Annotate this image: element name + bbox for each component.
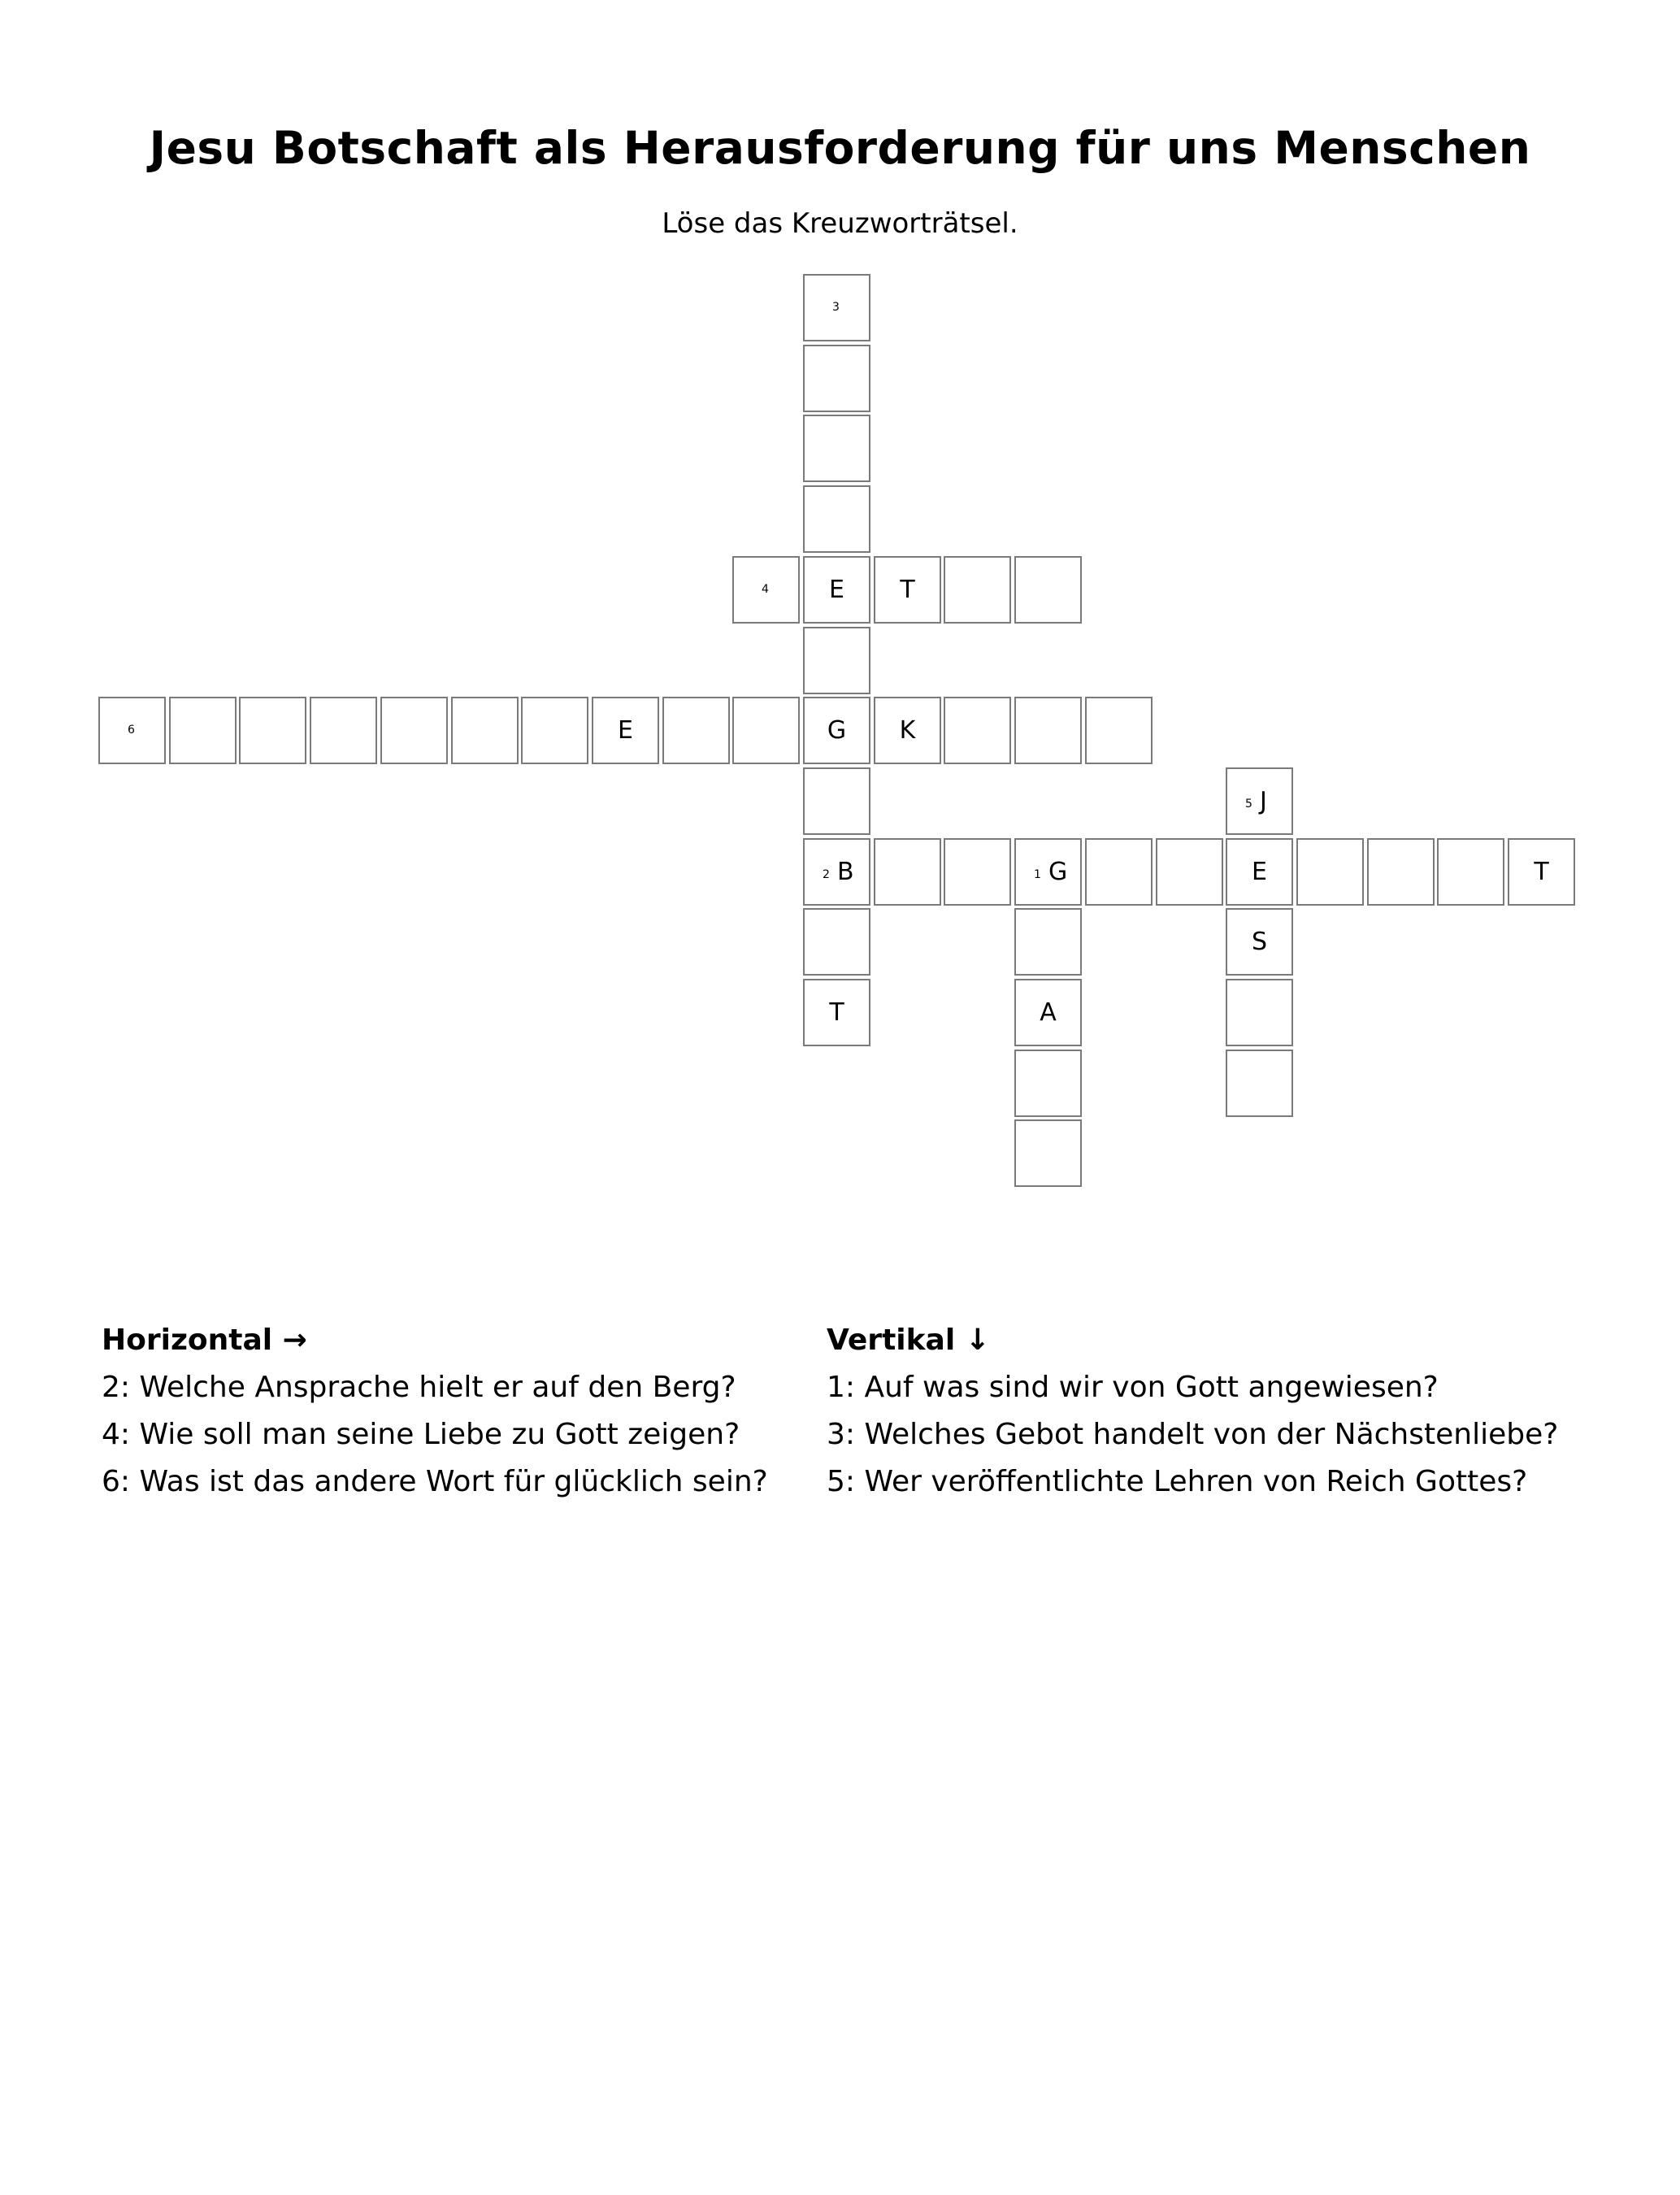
crossword-cell[interactable] <box>803 767 870 835</box>
cell-letter: E <box>1252 858 1267 886</box>
clue-number: 6 <box>128 724 135 737</box>
crossword-cell[interactable] <box>592 697 659 764</box>
cell-letter: S <box>1251 928 1268 956</box>
crossword-cell[interactable] <box>1226 979 1293 1046</box>
crossword-cell[interactable] <box>874 556 941 624</box>
crossword-cell[interactable] <box>944 556 1011 624</box>
cell-letter: E <box>618 716 633 745</box>
crossword-cell[interactable] <box>803 345 870 412</box>
crossword-cell[interactable] <box>1014 1119 1082 1187</box>
instructions: Löse das Kreuzworträtsel. <box>662 207 1018 240</box>
cell-letter: G <box>1048 858 1068 886</box>
clue-number: 4 <box>762 583 769 596</box>
crossword-cell[interactable] <box>1085 838 1153 906</box>
clue-horizontal-4: 4: Wie soll man seine Liebe zu Gott zeigen? <box>102 1418 740 1451</box>
crossword-cell[interactable] <box>169 697 237 764</box>
clue-vertical-1: 1: Auf was sind wir von Gott angewiesen? <box>827 1371 1439 1404</box>
cell-letter: G <box>827 716 847 745</box>
crossword-cell[interactable] <box>944 697 1011 764</box>
crossword-cell[interactable] <box>521 697 588 764</box>
clue-vertical-3: 3: Welches Gebot handelt von der Nächstenliebe? <box>827 1418 1559 1451</box>
crossword-cell[interactable] <box>1014 838 1082 906</box>
crossword-cell[interactable] <box>1226 838 1293 906</box>
crossword-cell[interactable] <box>803 627 870 694</box>
clue-horizontal-6: 6: Was ist das andere Wort für glücklich sein? <box>102 1465 768 1498</box>
crossword-cell[interactable] <box>732 697 800 764</box>
page-title: Jesu Botschaft als Herausforderung für uns Menschen <box>149 122 1531 174</box>
cell-letter: E <box>829 576 844 604</box>
cell-letter: T <box>900 576 915 604</box>
crossword-cell[interactable] <box>803 556 870 624</box>
crossword-cell[interactable] <box>1014 1050 1082 1117</box>
cell-letter: J <box>1260 787 1267 815</box>
clues-vertical-heading: Vertikal ↓ <box>827 1324 990 1357</box>
crossword-cell[interactable] <box>380 697 448 764</box>
clues-horizontal <box>102 1317 768 1506</box>
cell-letter: T <box>829 998 844 1027</box>
crossword-cell[interactable] <box>1085 697 1153 764</box>
crossword-cell[interactable] <box>451 697 519 764</box>
crossword-cell[interactable] <box>1014 556 1082 624</box>
clue-vertical-5: 5: Wer veröffentlichte Lehren von Reich Gottes? <box>827 1465 1528 1498</box>
crossword-cell[interactable] <box>98 697 166 764</box>
crossword-cell[interactable] <box>732 556 800 624</box>
crossword-cell[interactable] <box>1156 838 1223 906</box>
crossword-cell[interactable] <box>310 697 377 764</box>
crossword-cell[interactable] <box>1014 979 1082 1046</box>
cell-letter: B <box>837 858 854 886</box>
crossword-cell[interactable] <box>803 697 870 764</box>
crossword-cell[interactable] <box>1226 1050 1293 1117</box>
crossword-cell[interactable] <box>874 838 941 906</box>
clue-number: 3 <box>832 301 840 314</box>
crossword-cell[interactable] <box>1296 838 1364 906</box>
crossword-cell[interactable] <box>1437 838 1504 906</box>
clues-vertical <box>827 1317 1558 1506</box>
clue-horizontal-2: 2: Welche Ansprache hielt er auf den Berg? <box>102 1371 736 1404</box>
crossword-cell[interactable] <box>1014 697 1082 764</box>
crossword-cell[interactable] <box>1508 838 1575 906</box>
crossword-cell[interactable] <box>803 485 870 553</box>
cell-letter: A <box>1040 998 1057 1027</box>
cell-letter: K <box>899 716 916 745</box>
crossword-cell[interactable] <box>239 697 306 764</box>
crossword-cell[interactable] <box>874 697 941 764</box>
crossword-cell[interactable] <box>1226 908 1293 976</box>
crossword-cell[interactable] <box>803 979 870 1046</box>
crossword-cell[interactable] <box>1367 838 1435 906</box>
clues-horizontal-heading: Horizontal → <box>102 1324 307 1357</box>
clue-number: 1 <box>1034 868 1041 881</box>
crossword-cell[interactable] <box>803 908 870 976</box>
crossword-cell[interactable] <box>662 697 730 764</box>
clue-number: 2 <box>823 868 830 881</box>
crossword-cell[interactable] <box>1226 767 1293 835</box>
crossword-cell[interactable] <box>803 274 870 341</box>
cell-letter: T <box>1534 858 1549 886</box>
clue-number: 5 <box>1245 798 1252 811</box>
crossword-cell[interactable] <box>803 838 870 906</box>
crossword-cell[interactable] <box>944 838 1011 906</box>
crossword-cell[interactable] <box>803 415 870 482</box>
crossword-cell[interactable] <box>1014 908 1082 976</box>
